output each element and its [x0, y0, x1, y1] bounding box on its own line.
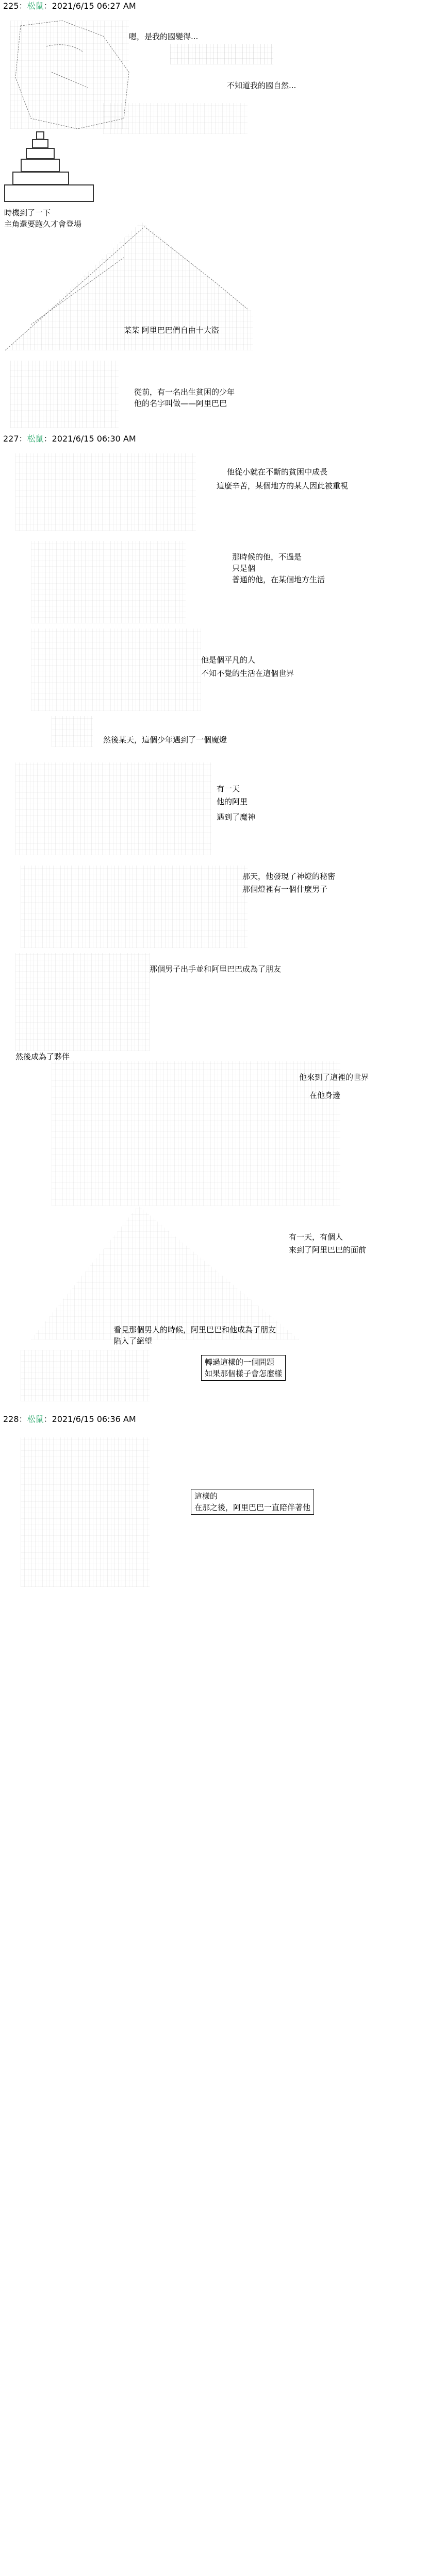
ascii-art-mountain-2 — [31, 1206, 299, 1340]
ascii-art-boy — [10, 361, 119, 428]
caption-text: 只是個 — [232, 564, 256, 573]
ascii-art-small-figures — [52, 716, 93, 747]
post-number: 225 — [3, 1, 19, 11]
caption-text: 這麼辛苦，某個地方的某人因此被重視 — [217, 481, 349, 490]
post-header-227: 227：松鼠：2021/6/15 06:30 AM — [3, 434, 136, 444]
ascii-art-lamp-scene — [21, 866, 248, 948]
caption-text: 普通的他，在某個地方生活 — [232, 575, 325, 584]
caption-text: 那時候的他，不過是 — [232, 552, 302, 562]
caption-text: 他來到了這裡的世界 — [299, 1073, 369, 1082]
post-header-228: 228：松鼠：2021/6/15 06:36 AM — [3, 1414, 136, 1424]
caption-text: 那天，他發現了神燈的秘密 — [242, 872, 336, 881]
speech-box — [201, 1355, 286, 1381]
caption-text: 來到了阿里巴巴的面前 — [289, 1245, 367, 1255]
caption-text: 然後成為了夥伴 — [15, 1052, 70, 1061]
ascii-art-standing-figure — [21, 1437, 150, 1587]
caption-text: 他的名字叫做——阿里巴巴 — [134, 399, 227, 408]
caption-text: 在他身邊 — [309, 1091, 341, 1100]
stacked-box-6 — [4, 184, 94, 202]
stacked-box-4 — [21, 159, 60, 172]
caption-text: 不知道我的國自然... — [227, 81, 297, 90]
post-header-225: 225：松鼠：2021/6/15 06:27 AM — [3, 1, 136, 11]
caption-text: 然後某天，這個少年遇到了一個魔燈 — [103, 735, 227, 744]
caption-text: 那個男子出手並和阿里巴巴成為了朋友 — [150, 964, 282, 974]
ascii-art-figure-3 — [31, 629, 201, 711]
post-timestamp: 2021/6/15 06:36 AM — [52, 1414, 136, 1424]
caption-text: 有一天，有個人 — [289, 1232, 343, 1242]
post-number: 228 — [3, 1414, 19, 1424]
caption-text: 他的阿里 — [217, 797, 248, 806]
post-timestamp: 2021/6/15 06:30 AM — [52, 434, 136, 444]
caption-text: 時機到了一下 — [4, 208, 51, 217]
stacked-box-2 — [32, 139, 48, 148]
caption-text: 遇到了魔神 — [217, 812, 256, 822]
speech-line: 在那之後，阿里巴巴一直陪伴著他 — [194, 1503, 311, 1512]
caption-text: 主角還要跑久才會登場 — [4, 219, 82, 229]
post-number: 227 — [3, 434, 19, 444]
post-user[interactable]: 松鼠 — [27, 1414, 44, 1424]
caption-text: 某某 阿里巴巴們自由十大盜 — [124, 326, 219, 335]
caption-text: 他是個平凡的人 — [201, 655, 256, 665]
speech-line: 轉過這樣的一個問題 — [205, 1358, 275, 1367]
caption-text: 嗯，是我的國變得... — [129, 32, 199, 41]
caption-text: 有一天 — [217, 784, 240, 793]
post-timestamp: 2021/6/15 06:27 AM — [52, 1, 136, 11]
stacked-box-3 — [26, 148, 55, 159]
caption-text: 他從小就在不斷的貧困中成長 — [227, 467, 328, 477]
stacked-box-1 — [36, 131, 44, 140]
caption-text: 那個燈裡有一個什麼男子 — [242, 885, 328, 894]
ascii-art-ground — [103, 103, 248, 134]
caption-text: 陷入了絕望 — [113, 1336, 153, 1346]
ascii-art-figure-bottom — [21, 1350, 150, 1401]
caption-text: 不知不覺的生活在這個世界 — [201, 669, 294, 678]
ascii-art-group — [15, 762, 211, 855]
speech-box — [191, 1489, 314, 1515]
post-user[interactable]: 松鼠 — [27, 434, 44, 444]
speech-line: 這樣的 — [194, 1492, 218, 1501]
ascii-art-landscape — [52, 1061, 340, 1206]
caption-text: 從前，有一名出生貧困的少年 — [134, 387, 235, 397]
ascii-art-two-figures — [15, 953, 150, 1051]
stacked-box-5 — [12, 172, 69, 185]
ascii-art-wave — [170, 44, 273, 64]
speech-line: 如果那個樣子會怎麼樣 — [205, 1369, 283, 1378]
ascii-art-crowd — [15, 453, 196, 531]
post-user[interactable]: 松鼠 — [27, 1, 44, 11]
ascii-art-hooded-figure-2 — [31, 541, 186, 623]
caption-text: 看見那個男人的時候，阿里巴巴和他成為了朋友 — [113, 1325, 276, 1334]
